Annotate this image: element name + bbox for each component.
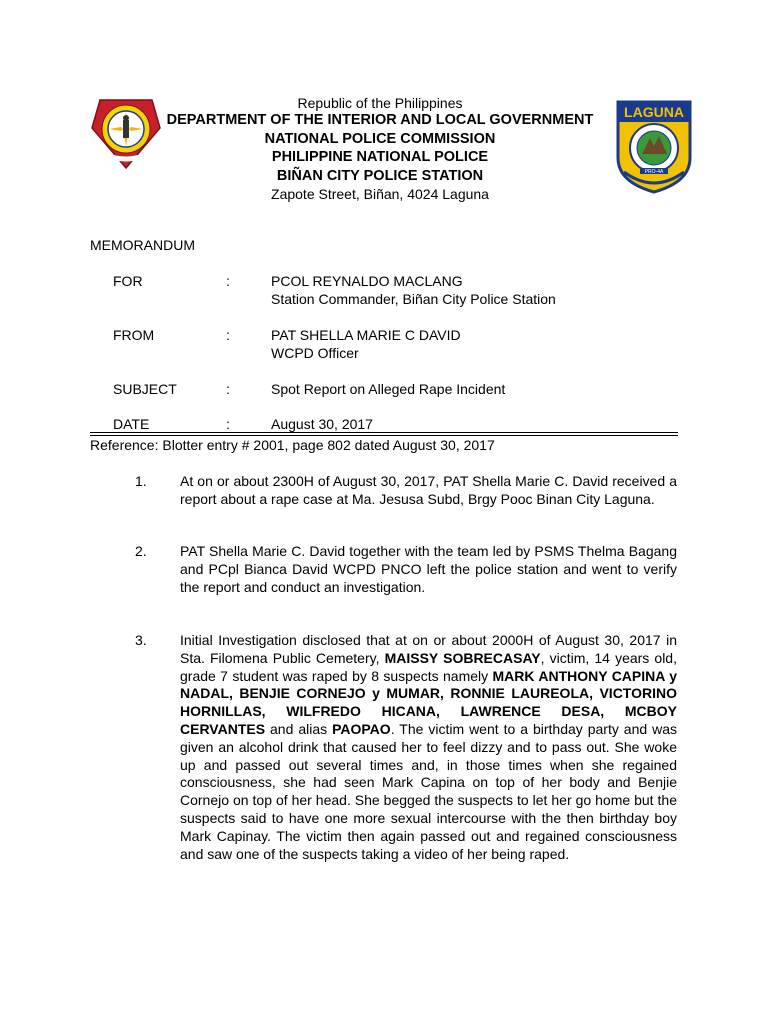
republic-line: Republic of the Philippines bbox=[297, 95, 463, 111]
paragraph-1: At on or about 2300H of August 30, 2017, PAT Shella Marie C. David received a report about a rape case at Ma. Jesusa Subd, Brgy Pooc Binan City Laguna. bbox=[180, 473, 677, 507]
svg-text:LAGUNA: LAGUNA bbox=[624, 104, 684, 120]
suspect-alias: PAOPAO bbox=[332, 720, 391, 737]
from-value-title: WCPD Officer bbox=[271, 345, 359, 361]
address-line: Zapote Street, Biñan, 4024 Laguna bbox=[271, 186, 489, 202]
subject-colon: : bbox=[226, 381, 230, 397]
letterhead bbox=[150, 95, 610, 203]
station-line: BIÑAN CITY POLICE STATION bbox=[276, 167, 484, 184]
memo-title: MEMORANDUM bbox=[90, 237, 195, 253]
date-colon: : bbox=[226, 416, 230, 432]
paragraph-3-intro: Initial Investigation disclosed that at on or about 2000H of August 30, 2017 in Sta. Filomena Public Cemetery, bbox=[180, 632, 677, 666]
for-label: FOR bbox=[113, 273, 143, 289]
svg-text:PRO-4A: PRO-4A bbox=[644, 169, 664, 175]
blotter-reference: Reference: Blotter entry # 2001, page 802 dated August 30, 2017 bbox=[90, 437, 495, 453]
paragraph-3 bbox=[180, 632, 677, 863]
paragraph-3-victim-details: , victim, 14 years old, grade 7 student was raped by 8 suspects namely bbox=[180, 649, 677, 684]
paragraph-3-narrative: . The victim went to a birthday party and was given an alcohol drink that caused her to feel dizzy and to pass out. She woke up and passed out several times and, in those times when she regained consciousness, she had seen Mark Capina on top of her body and Benjie Cornejo on top of her head. She begged the suspects to let her go home but the suspects said to have one more sexual intercourse with the then birthday boy Mark Capinay. The victim then again passed out and regained consciousness and saw one of the suspects taking a video of her being raped. bbox=[180, 720, 677, 862]
paragraph-3-and-alias: and alias bbox=[265, 720, 333, 737]
for-colon: : bbox=[226, 273, 230, 289]
commission-line: NATIONAL POLICE COMMISSION bbox=[264, 130, 496, 147]
from-value-name: PAT SHELLA MARIE C DAVID bbox=[271, 327, 461, 343]
paragraph-3-number: 3. bbox=[135, 632, 147, 648]
paragraph-2-number: 2. bbox=[135, 543, 147, 559]
subject-value: Spot Report on Alleged Rape Incident bbox=[271, 381, 506, 397]
department-line: DEPARTMENT OF THE INTERIOR AND LOCAL GOVERNMENT bbox=[166, 112, 594, 128]
paragraph-1-number: 1. bbox=[135, 473, 147, 489]
victim-name: MAISSY SOBRECASAY bbox=[384, 649, 541, 666]
from-colon: : bbox=[226, 327, 230, 343]
for-value-title: Station Commander, Biñan City Police Station bbox=[271, 291, 556, 307]
date-value: August 30, 2017 bbox=[271, 416, 373, 432]
pnp-line: PHILIPPINE NATIONAL POLICE bbox=[271, 149, 489, 165]
header-divider-top bbox=[90, 432, 678, 433]
date-label: DATE bbox=[113, 416, 150, 432]
for-value-name: PCOL REYNALDO MACLANG bbox=[271, 273, 463, 289]
suspect-names: MARK ANTHONY CAPINA y NADAL, BENJIE CORNEJO y MUMAR, RONNIE LAUREOLA, VICTORINO HORNILLAS, WILFREDO HICANA, LAWRENCE DESA, MCBOY CERVANTES bbox=[180, 667, 678, 737]
from-label: FROM bbox=[113, 327, 155, 343]
laguna-ppo-badge-icon bbox=[612, 98, 696, 194]
subject-label: SUBJECT bbox=[113, 381, 177, 397]
header-divider-bottom bbox=[90, 435, 678, 436]
paragraph-2: PAT Shella Marie C. David together with the team led by PSMS Thelma Bagang and PCpl Bianca David WCPD PNCO left the police station and went to verify the report and conduct an investigation. bbox=[180, 543, 677, 595]
